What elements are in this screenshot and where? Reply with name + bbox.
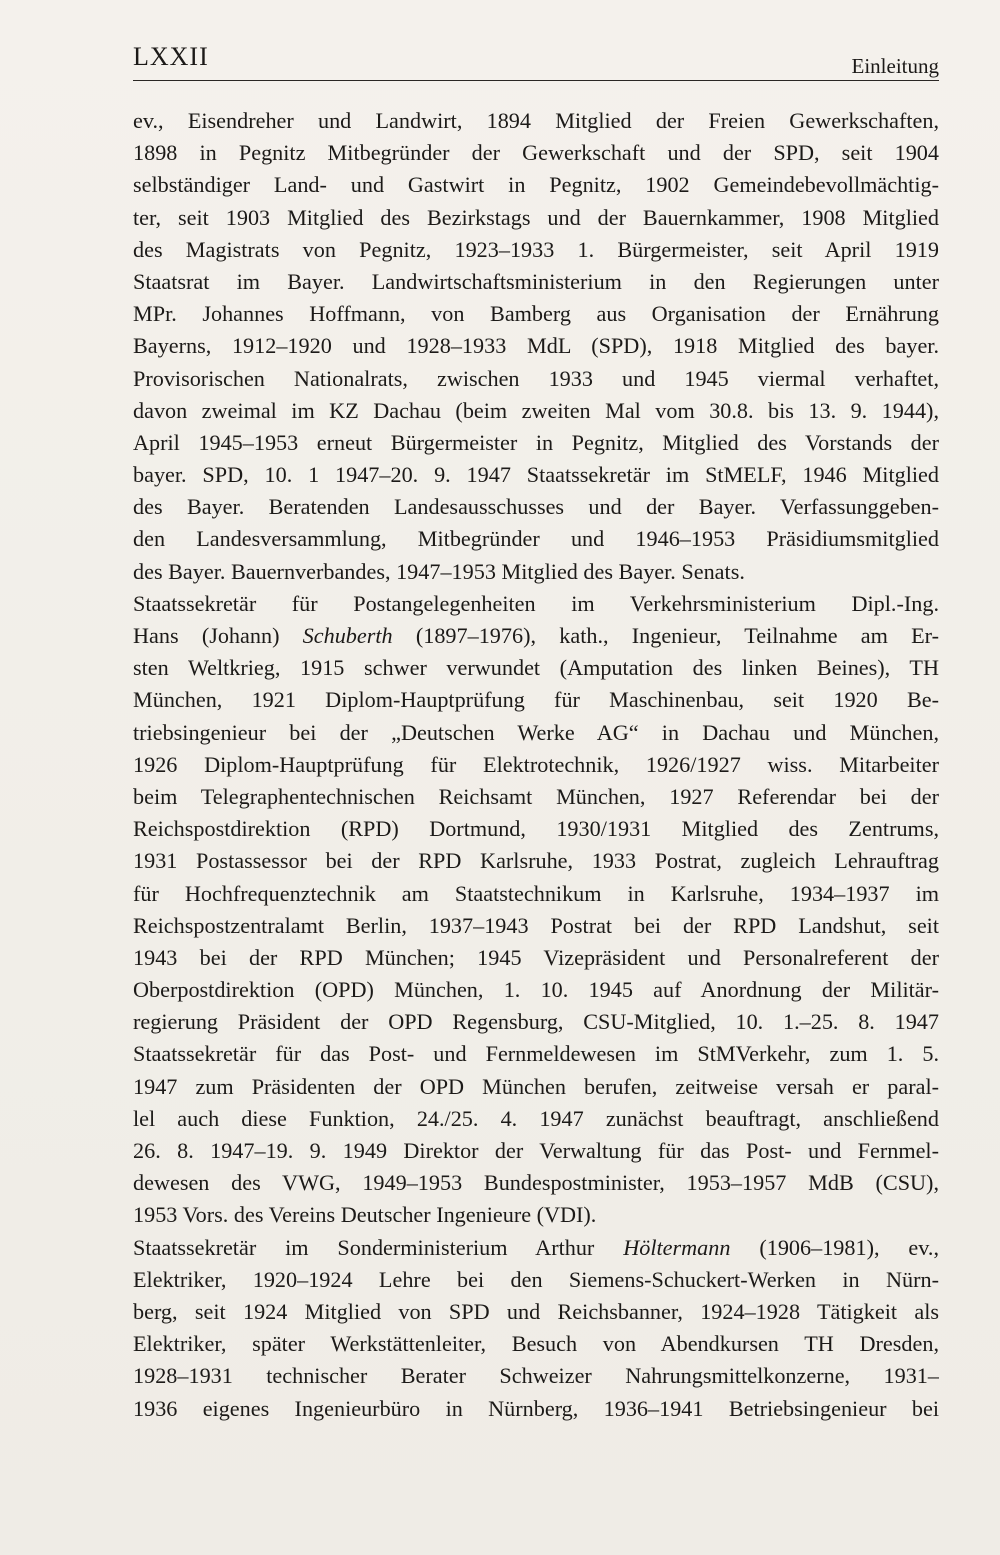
- text-line: sten Weltkrieg, 1915 schwer verwundet (Amputation des linken Beines), TH: [133, 655, 939, 681]
- text-line: 1898 in Pegnitz Mitbegründer der Gewerkschaft und der SPD, seit 1904: [133, 140, 939, 166]
- text-line: 1931 Postassessor bei der RPD Karlsruhe, 1933 Postrat, zugleich Lehrauftrag: [133, 848, 939, 874]
- italic-name: Höltermann: [623, 1234, 731, 1260]
- running-head: Einleitung: [851, 54, 939, 78]
- text-line: 1943 bei der RPD München; 1945 Vizepräsident und Personalreferent der: [133, 944, 939, 970]
- text-line: Staatsrat im Bayer. Landwirtschaftsministerium in den Regierungen unter: [133, 268, 939, 294]
- page-header: [133, 34, 939, 84]
- text-line: berg, seit 1924 Mitglied von SPD und Reichsbanner, 1924–1928 Tätigkeit als: [133, 1298, 939, 1324]
- italic-name: Schuberth: [302, 623, 393, 648]
- text-line: 1953 Vors. des Vereins Deutscher Ingenieure (VDI).: [133, 1202, 597, 1228]
- text-line: Elektriker, 1920–1924 Lehre bei den Siemens-Schuckert-Werken in Nürn-: [133, 1266, 939, 1292]
- text-line: ter, seit 1903 Mitglied des Bezirkstags und der Bauernkammer, 1908 Mitglied: [133, 204, 939, 230]
- text-line: Hans (Johann) Schuberth (1897–1976), kath., Ingenieur, Teilnahme am Er-: [133, 623, 939, 648]
- text-line: Reichspostzentralamt Berlin, 1937–1943 Postrat bei der RPD Landshut, seit: [133, 912, 939, 938]
- page-number: LXXII: [133, 42, 209, 71]
- text-line: triebsingenieur bei der „Deutschen Werke AG“ in Dachau und München,: [133, 719, 939, 745]
- text-line: für Hochfrequenztechnik am Staatstechnikum in Karlsruhe, 1934–1937 im: [133, 880, 939, 906]
- text-line: davon zweimal im KZ Dachau (beim zweiten Mal vom 30.8. bis 13. 9. 1944),: [133, 397, 939, 423]
- text-line: bayer. SPD, 10. 1 1947–20. 9. 1947 Staatssekretär im StMELF, 1946 Mitglied: [133, 462, 939, 488]
- text-line: Elektriker, später Werkstättenleiter, Besuch von Abendkursen TH Dresden,: [133, 1331, 939, 1357]
- text-line: den Landesversammlung, Mitbegründer und 1946–1953 Präsidiumsmitglied: [133, 526, 939, 552]
- text-line: Oberpostdirektion (OPD) München, 1. 10. 1945 auf Anordnung der Militär-: [133, 977, 939, 1003]
- text-line: regierung Präsident der OPD Regensburg, CSU-Mitglied, 10. 1.–25. 8. 1947: [133, 1009, 939, 1035]
- text-line: des Magistrats von Pegnitz, 1923–1933 1. Bürgermeister, seit April 1919: [133, 236, 939, 262]
- text-line: 26. 8. 1947–19. 9. 1949 Direktor der Verwaltung für das Post- und Fernmel-: [133, 1138, 939, 1163]
- text-line: Staatssekretär im Sonderministerium Arthur Höltermann (1906–1981), ev.,: [133, 1234, 939, 1260]
- text-line: lel auch diese Funktion, 24./25. 4. 1947 zunächst beauftragt, anschließend: [133, 1105, 939, 1131]
- body-text: [133, 105, 939, 1425]
- text-line: München, 1921 Diplom-Hauptprüfung für Maschinenbau, seit 1920 Be-: [133, 687, 939, 713]
- text-line: des Bayer. Bauernverbandes, 1947–1953 Mitglied des Bayer. Senats.: [133, 558, 745, 584]
- text-line: 1936 eigenes Ingenieurbüro in Nürnberg, 1936–1941 Betriebsingenieur bei: [133, 1395, 939, 1421]
- text-line: Bayerns, 1912–1920 und 1928–1933 MdL (SPD), 1918 Mitglied des bayer.: [133, 333, 939, 359]
- text-line: Staatssekretär für Postangelegenheiten im Verkehrsministerium Dipl.-Ing.: [133, 590, 939, 616]
- text-line: MPr. Johannes Hoffmann, von Bamberg aus Organisation der Ernährung: [133, 301, 939, 327]
- text-line: des Bayer. Beratenden Landesausschusses und der Bayer. Verfassunggeben-: [133, 494, 939, 520]
- text-line: 1926 Diplom-Hauptprüfung für Elektrotechnik, 1926/1927 wiss. Mitarbeiter: [133, 751, 939, 777]
- text-line: 1947 zum Präsidenten der OPD München berufen, zeitweise versah er paral-: [133, 1073, 939, 1099]
- text-line: Reichspostdirektion (RPD) Dortmund, 1930/1931 Mitglied des Zentrums,: [133, 816, 939, 842]
- text-line: beim Telegraphentechnischen Reichsamt München, 1927 Referendar bei der: [133, 783, 939, 809]
- text-line: ev., Eisendreher und Landwirt, 1894 Mitglied der Freien Gewerkschaften,: [133, 108, 939, 133]
- text-line: dewesen des VWG, 1949–1953 Bundespostminister, 1953–1957 MdB (CSU),: [133, 1170, 939, 1196]
- text-line: April 1945–1953 erneut Bürgermeister in Pegnitz, Mitglied des Vorstands der: [133, 429, 939, 455]
- text-line: 1928–1931 technischer Berater Schweizer Nahrungsmittelkonzerne, 1931–: [133, 1363, 939, 1389]
- header-rule: [133, 80, 939, 81]
- text-line: selbständiger Land- und Gastwirt in Pegnitz, 1902 Gemeindebevollmächtig-: [133, 172, 939, 198]
- text-line: Provisorischen Nationalrats, zwischen 1933 und 1945 viermal verhaftet,: [133, 365, 939, 391]
- text-line: Staatssekretär für das Post- und Fernmeldewesen im StMVerkehr, zum 1. 5.: [133, 1041, 939, 1067]
